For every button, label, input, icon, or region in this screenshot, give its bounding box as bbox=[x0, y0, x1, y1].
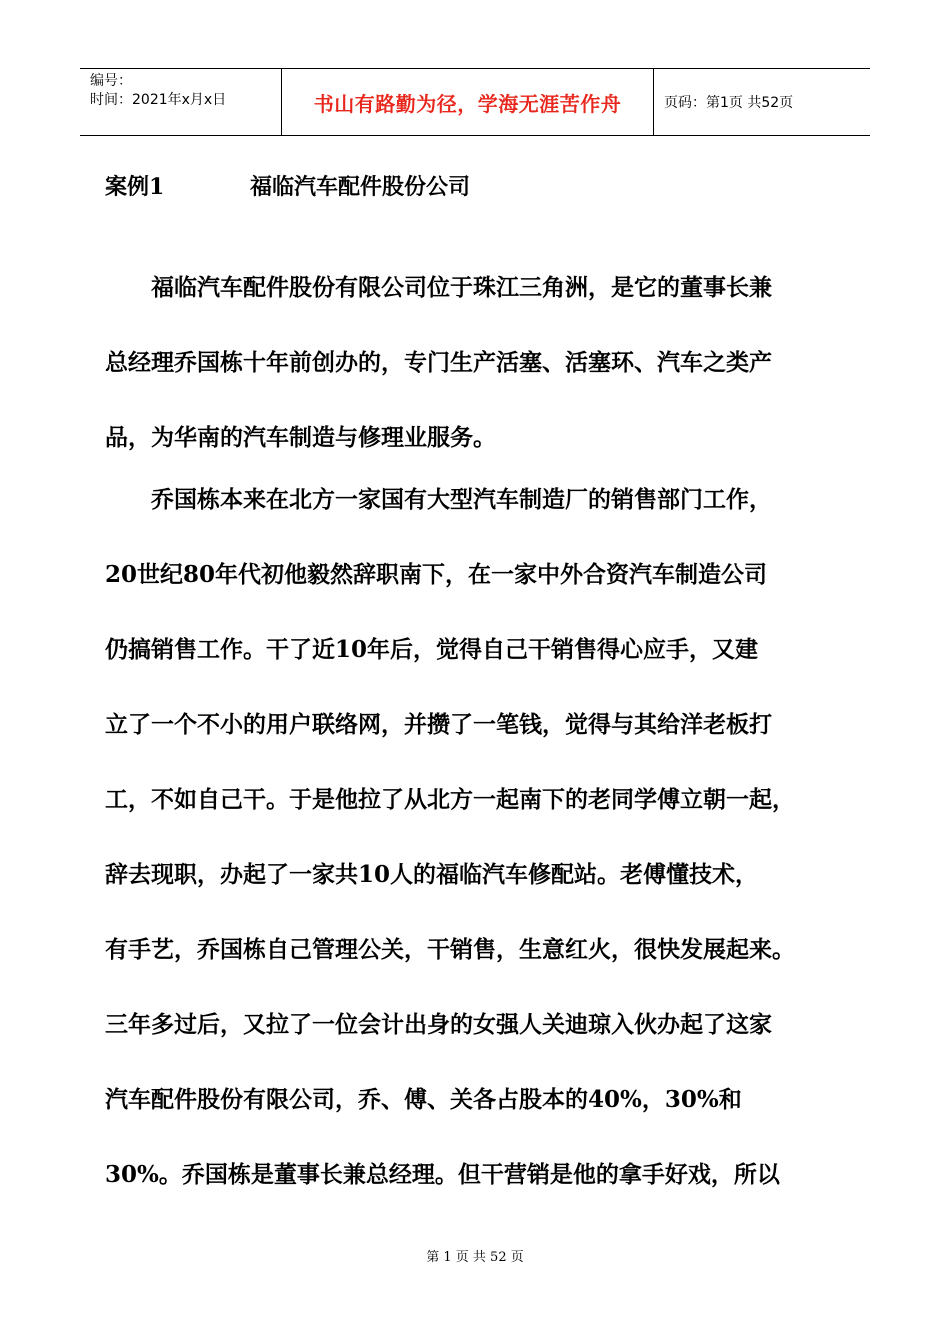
case-title bbox=[105, 170, 470, 201]
page-footer: 第 1 页 共 52 页 bbox=[426, 1250, 524, 1265]
text-line: 有手艺，乔国栋自己管理公关，干销售，生意红火，很快发展起来。 bbox=[105, 936, 795, 963]
number-label: 编号： bbox=[90, 73, 132, 89]
text-line: 品，为华南的汽车制造与修理业服务。 bbox=[105, 424, 496, 451]
text-line: 20世纪80年代初他毅然辞职南下，在一家中外合资汽车制造公司 bbox=[105, 561, 768, 588]
text-line: 仍搞销售工作。干了近10年后，觉得自己干销售得心应手，又建 bbox=[105, 636, 759, 663]
text-line: 立了一个不小的用户联络网，并攒了一笔钱，觉得与其给洋老板打 bbox=[105, 711, 772, 738]
text-line: 工，不如自己干。于是他拉了从北方一起南下的老同学傅立朝一起， bbox=[105, 786, 795, 813]
header-motto: 书山有路勤为径，学海无涯苦作舟 bbox=[282, 69, 654, 135]
text-line: 三年多过后，又拉了一位会计出身的女强人关迪琼入伙办起了这家 bbox=[105, 1011, 772, 1038]
text-line: 总经理乔国栋十年前创办的，专门生产活塞、活塞环、汽车之类产 bbox=[105, 349, 772, 376]
case-company: 福临汽车配件股份公司 bbox=[250, 174, 471, 200]
document-header bbox=[80, 68, 870, 136]
paragraph-1 bbox=[105, 250, 865, 475]
time-label: 时间：2021年x月x日 bbox=[90, 92, 227, 108]
header-page-label: 页码：第1页 共52页 bbox=[664, 95, 794, 111]
text-line: 30%。乔国栋是董事长兼总经理。但干营销是他的拿手好戏，所以 bbox=[105, 1161, 780, 1188]
paragraph-2 bbox=[105, 462, 865, 1212]
text-line: 辞去现职，办起了一家共10人的福临汽车修配站。老傅懂技术， bbox=[105, 861, 759, 888]
text-line: 汽车配件股份有限公司，乔、傅、关各占股本的40%，30%和 bbox=[105, 1086, 742, 1113]
case-number: 案例1 bbox=[105, 174, 165, 200]
text-line: 乔国栋本来在北方一家国有大型汽车制造厂的销售部门工作， bbox=[105, 486, 772, 513]
header-meta bbox=[80, 69, 282, 135]
text-line: 福临汽车配件股份有限公司位于珠江三角洲，是它的董事长兼 bbox=[105, 274, 772, 301]
